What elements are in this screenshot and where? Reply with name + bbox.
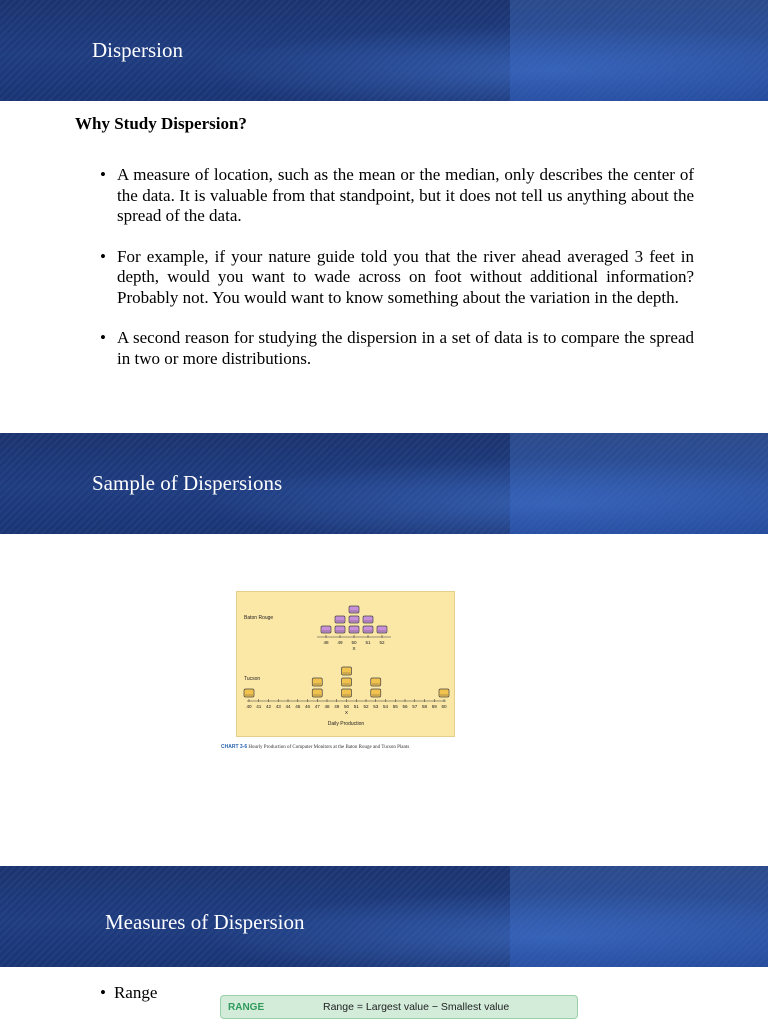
data-point xyxy=(349,606,359,613)
tick-label: 50 xyxy=(343,704,350,709)
tick-label: 59 xyxy=(431,704,437,709)
data-point xyxy=(371,678,381,686)
data-point xyxy=(312,678,322,686)
data-point xyxy=(342,678,352,686)
series-label: Baton Rouge xyxy=(244,615,274,621)
slide-2-header xyxy=(0,433,768,534)
section-subheading: Why Study Dispersion? xyxy=(75,114,247,133)
tick-label: 50 xyxy=(351,640,357,645)
slide-1-header xyxy=(0,0,768,101)
caption-text: Hourly Production of Computer Monitors at the Baton Rouge and Tucson Plants xyxy=(248,745,410,750)
x-axis-label: Daily Production xyxy=(327,721,365,727)
bullet-dot: • xyxy=(100,328,106,347)
data-point xyxy=(335,616,345,623)
data-point xyxy=(363,616,373,623)
range-formula: Range = Largest value − Smallest value xyxy=(323,1001,510,1013)
data-point xyxy=(335,626,345,633)
bullet-text: A measure of location, such as the mean or the median, only describes the center of the data. It is valuable from that standpoint, but it does not tell us anything about the spread of the data. xyxy=(117,165,694,225)
tick-label: 52 xyxy=(363,704,369,709)
chart-caption xyxy=(221,744,481,750)
data-point xyxy=(371,689,381,697)
slide-3-header xyxy=(0,866,768,967)
slide-3-title: Measures of Dispersion xyxy=(105,910,305,934)
tick-label: 49 xyxy=(334,704,340,709)
range-formula-box xyxy=(220,995,578,1019)
tick-label: 43 xyxy=(275,704,281,709)
bullet-dot: • xyxy=(100,165,106,184)
tick-label: 60 xyxy=(441,704,447,709)
axis-symbol: X xyxy=(352,647,356,652)
tick-label: 41 xyxy=(256,704,262,709)
data-point xyxy=(342,689,352,697)
range-bullet-text: Range xyxy=(113,983,158,1002)
data-point xyxy=(312,689,322,697)
tick-label: 51 xyxy=(353,704,359,709)
tick-label: 45 xyxy=(295,704,301,709)
bullet-item xyxy=(100,328,694,369)
range-label: RANGE xyxy=(228,1002,265,1013)
caption-label: CHART 3-6 xyxy=(221,744,248,750)
bullet-text: A second reason for studying the dispersion in a set of data is to compare the spread in two or more distributions. xyxy=(117,328,694,368)
tick-label: 56 xyxy=(402,704,408,709)
bullet-list xyxy=(100,165,694,389)
bullet-dot: • xyxy=(100,246,106,266)
bullet-dot: • xyxy=(100,983,106,1002)
data-point xyxy=(377,626,387,633)
tick-label: 44 xyxy=(285,704,291,709)
tick-label: 58 xyxy=(421,704,428,709)
data-point xyxy=(363,626,373,633)
data-point xyxy=(342,667,352,675)
tick-label: 53 xyxy=(373,704,379,709)
data-point xyxy=(349,616,359,623)
tick-label: 54 xyxy=(382,704,389,709)
tick-label: 48 xyxy=(323,640,329,645)
range-bullet xyxy=(100,983,157,1003)
bullet-item xyxy=(100,165,694,227)
tick-label: 55 xyxy=(392,704,398,709)
dot-plot-chart xyxy=(236,591,455,737)
tick-label: 52 xyxy=(379,640,385,645)
tick-label: 46 xyxy=(304,704,311,709)
data-point xyxy=(439,689,449,697)
tick-label: 40 xyxy=(246,704,252,709)
slide-2-title: Sample of Dispersions xyxy=(92,471,283,495)
bullet-text: For example, if your nature guide told you that the river ahead averaged 3 feet in depth, would you want to wade across on foot without additional information? Probably not. You would want to know something about the variation in the depth. xyxy=(117,246,694,307)
data-point xyxy=(321,626,331,633)
tick-label: 42 xyxy=(265,704,272,709)
tick-label: 47 xyxy=(314,704,320,709)
chart-svg xyxy=(237,592,456,738)
bullet-item xyxy=(100,247,694,309)
data-point xyxy=(244,689,254,697)
tick-label: 48 xyxy=(324,704,330,709)
tick-label: 57 xyxy=(412,704,418,709)
axis-symbol: X xyxy=(344,711,349,716)
slide-1-title: Dispersion xyxy=(92,38,183,62)
series-label: Tucson xyxy=(244,676,261,682)
tick-label: 49 xyxy=(337,640,343,645)
tick-label: 51 xyxy=(365,640,371,645)
data-point xyxy=(349,626,359,633)
